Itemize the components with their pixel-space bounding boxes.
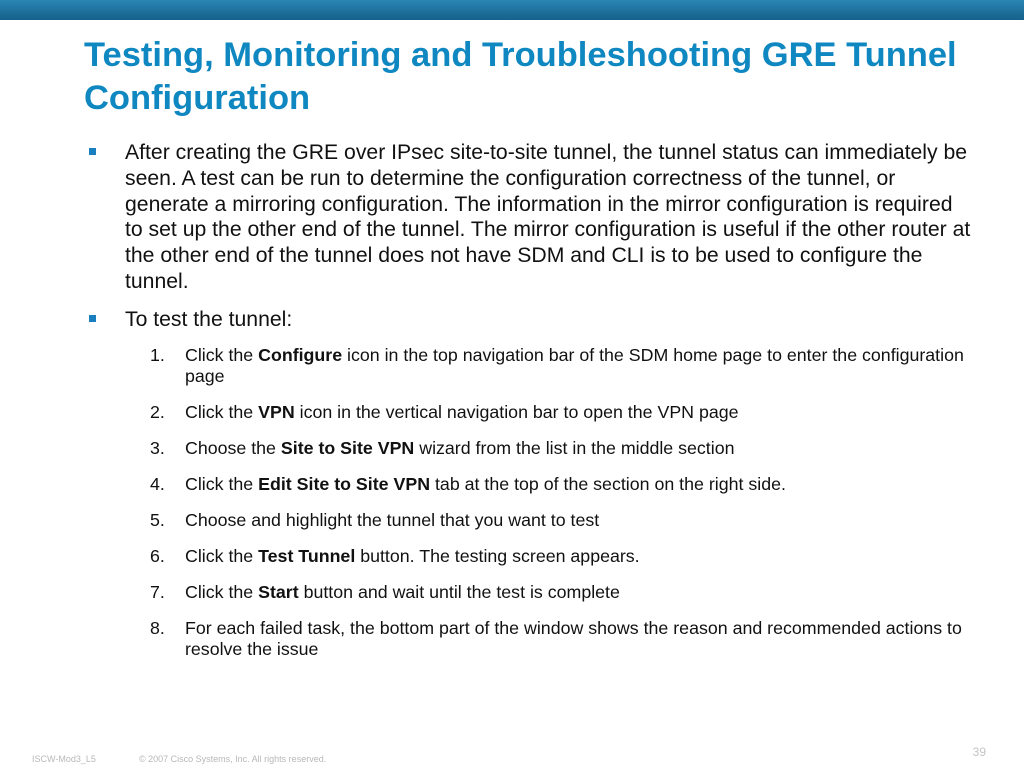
step-text: Click the [185, 473, 259, 494]
bullet-item [84, 307, 974, 333]
step-item [150, 618, 974, 660]
bullet-text: To test the tunnel: [125, 307, 293, 331]
step-number: 5. [150, 509, 165, 530]
step-item [150, 510, 974, 531]
course-id: ISCW-Mod3_L5 [32, 754, 96, 764]
slide-title: Testing, Monitoring and Troubleshooting GRE Tunnel Configuration [84, 36, 957, 117]
step-number: 7. [150, 581, 165, 602]
step-bold-term: Site to Site VPN [280, 437, 415, 458]
step-text: icon in the top navigation bar of the SDM home page to enter the configuration page [185, 344, 964, 386]
step-item [150, 345, 974, 387]
slide-footer [0, 745, 1024, 768]
step-number: 6. [150, 545, 165, 566]
square-bullet-icon [89, 148, 96, 155]
step-bold-term: Configure [258, 344, 343, 365]
step-text: button. The testing screen appears. [355, 545, 640, 566]
step-text: icon in the vertical navigation bar to open the VPN page [294, 401, 739, 422]
numbered-steps-list [84, 345, 974, 660]
square-bullet-icon [89, 315, 96, 322]
step-text: wizard from the list in the middle section [414, 437, 735, 458]
step-number: 2. [150, 401, 165, 422]
step-text: Click the [185, 581, 259, 602]
slide-body [84, 140, 974, 675]
bullet-text: After creating the GRE over IPsec site-to-site tunnel, the tunnel status can immediately be seen. A test can be run to determine the configuration correctness of the tunnel, or generate a mirroring configuration. The information in the mirror configuration is required to set up the other end of the tunnel. The mirror configuration is useful if the other router at the other end of the tunnel does not have SDM and CLI is to be used to configure the tunnel. [125, 141, 971, 293]
step-item [150, 438, 974, 459]
step-number: 8. [150, 617, 165, 638]
step-item [150, 474, 974, 495]
step-bold-term: Start [258, 581, 299, 602]
step-text: tab at the top of the section on the right side. [430, 473, 786, 494]
step-item [150, 582, 974, 603]
step-text: Click the [185, 401, 259, 422]
copyright-notice: © 2007 Cisco Systems, Inc. All rights reserved. [139, 754, 327, 764]
step-item [150, 546, 974, 567]
step-bold-term: Test Tunnel [258, 545, 356, 566]
page-number: 39 [972, 745, 986, 759]
step-number: 1. [150, 344, 165, 365]
step-text: Click the [185, 545, 259, 566]
step-text: button and wait until the test is complete [298, 581, 620, 602]
step-number: 3. [150, 437, 165, 458]
step-text: Click the [185, 344, 259, 365]
step-text: Choose the [185, 437, 281, 458]
step-text: Choose and highlight the tunnel that you want to test [185, 509, 600, 530]
step-bold-term: VPN [258, 401, 295, 422]
step-number: 4. [150, 473, 165, 494]
step-bold-term: Edit Site to Site VPN [258, 473, 431, 494]
step-item [150, 402, 974, 423]
top-banner [0, 0, 1024, 20]
bullet-item [84, 140, 974, 295]
step-text: For each failed task, the bottom part of the window shows the reason and recommended actions to resolve the issue [185, 617, 962, 659]
